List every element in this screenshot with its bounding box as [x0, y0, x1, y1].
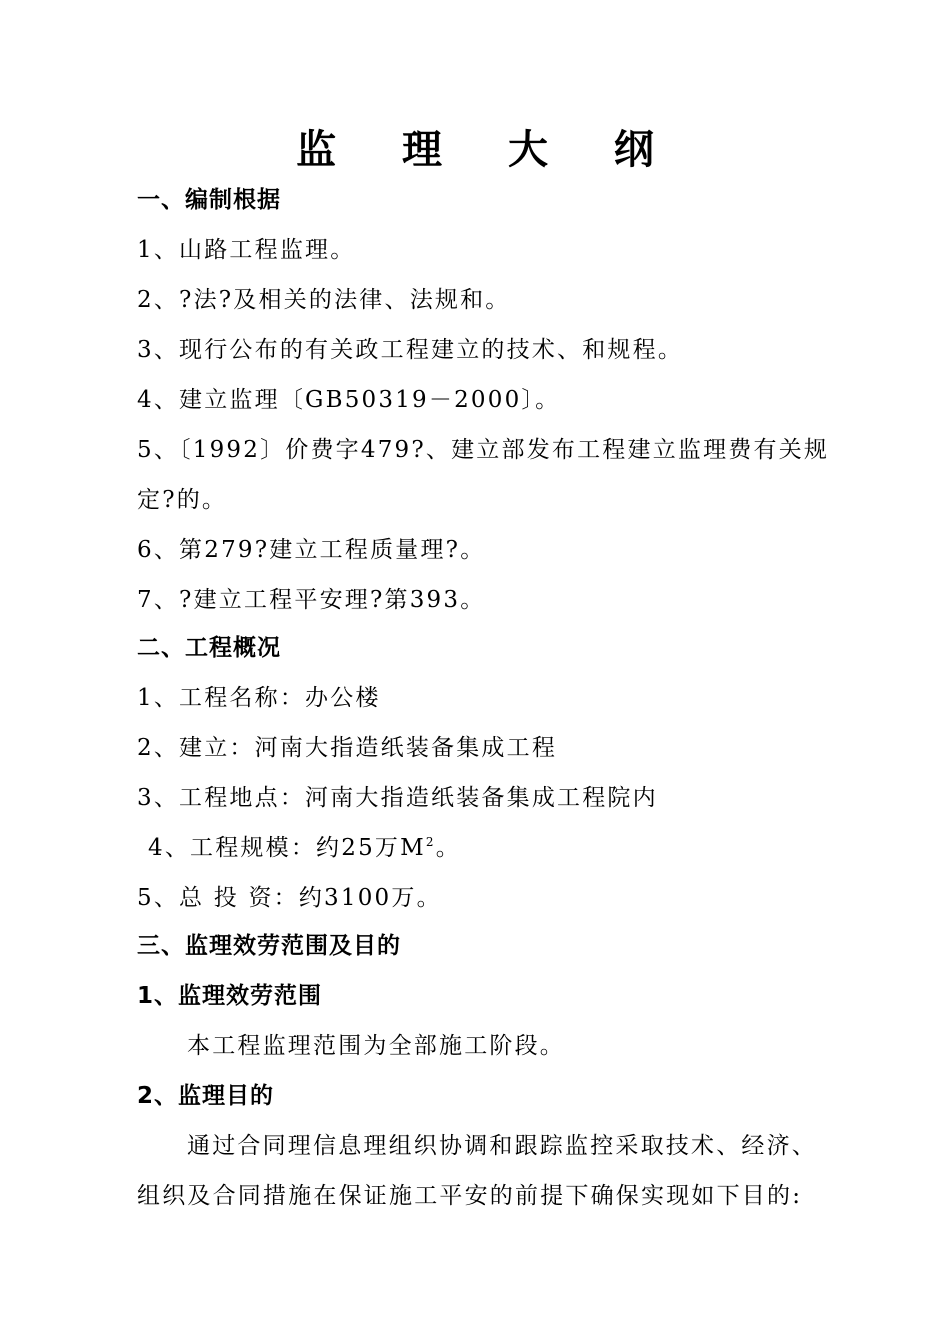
- scope-paragraph-2-line-1: 通过合同理信息理组织协调和跟踪监控采取技术、经济、: [187, 1133, 817, 1159]
- section-heading-overview: 二、工程概况: [137, 635, 281, 661]
- basis-item-3: 3、现行公布的有关政工程建立的技术、和规程。: [137, 337, 684, 363]
- basis-item-1: 1、山路工程监理。: [137, 237, 356, 263]
- basis-item-4: 4、建立监理〔GB50319－2000〕。: [137, 387, 561, 413]
- scope-paragraph-2-line-2: 组织及合同措施在保证施工平安的前提下确保实现如下目的:: [137, 1183, 803, 1209]
- overview-item-5: 5、总 投 资：约3100万。: [137, 885, 442, 911]
- scale-tail: 。: [435, 835, 461, 861]
- scope-subheading-2: 2、监理目的: [137, 1083, 275, 1109]
- section-heading-basis: 一、编制根据: [137, 187, 281, 213]
- scale-text: 4、工程规模：约25万M: [148, 835, 426, 861]
- basis-item-5: 5、〔1992〕价费字479?、建立部发布工程建立监理费有关规: [137, 437, 830, 463]
- basis-item-6: 6、第279?建立工程质量理?。: [137, 537, 486, 563]
- basis-item-7: 7、?建立工程平安理?第393。: [137, 587, 486, 613]
- overview-item-1: 1、工程名称：办公楼: [137, 685, 381, 711]
- section-heading-scope: 三、监理效劳范围及目的: [137, 933, 401, 959]
- overview-item-4: [148, 832, 858, 864]
- document-title: 监 理 大 纲: [296, 127, 680, 173]
- scope-subheading-1: 1、监理效劳范围: [137, 983, 323, 1009]
- basis-item-2: 2、?法?及相关的法律、法规和。: [137, 287, 511, 313]
- basis-item-5-continued: 定?的。: [137, 487, 228, 513]
- scale-superscript: 2: [425, 835, 436, 849]
- scope-paragraph-1: 本工程监理范围为全部施工阶段。: [187, 1033, 565, 1059]
- overview-item-3: 3、工程地点：河南大指造纸装备集成工程院内: [137, 785, 658, 811]
- overview-item-2: 2、建立：河南大指造纸装备集成工程: [137, 735, 558, 761]
